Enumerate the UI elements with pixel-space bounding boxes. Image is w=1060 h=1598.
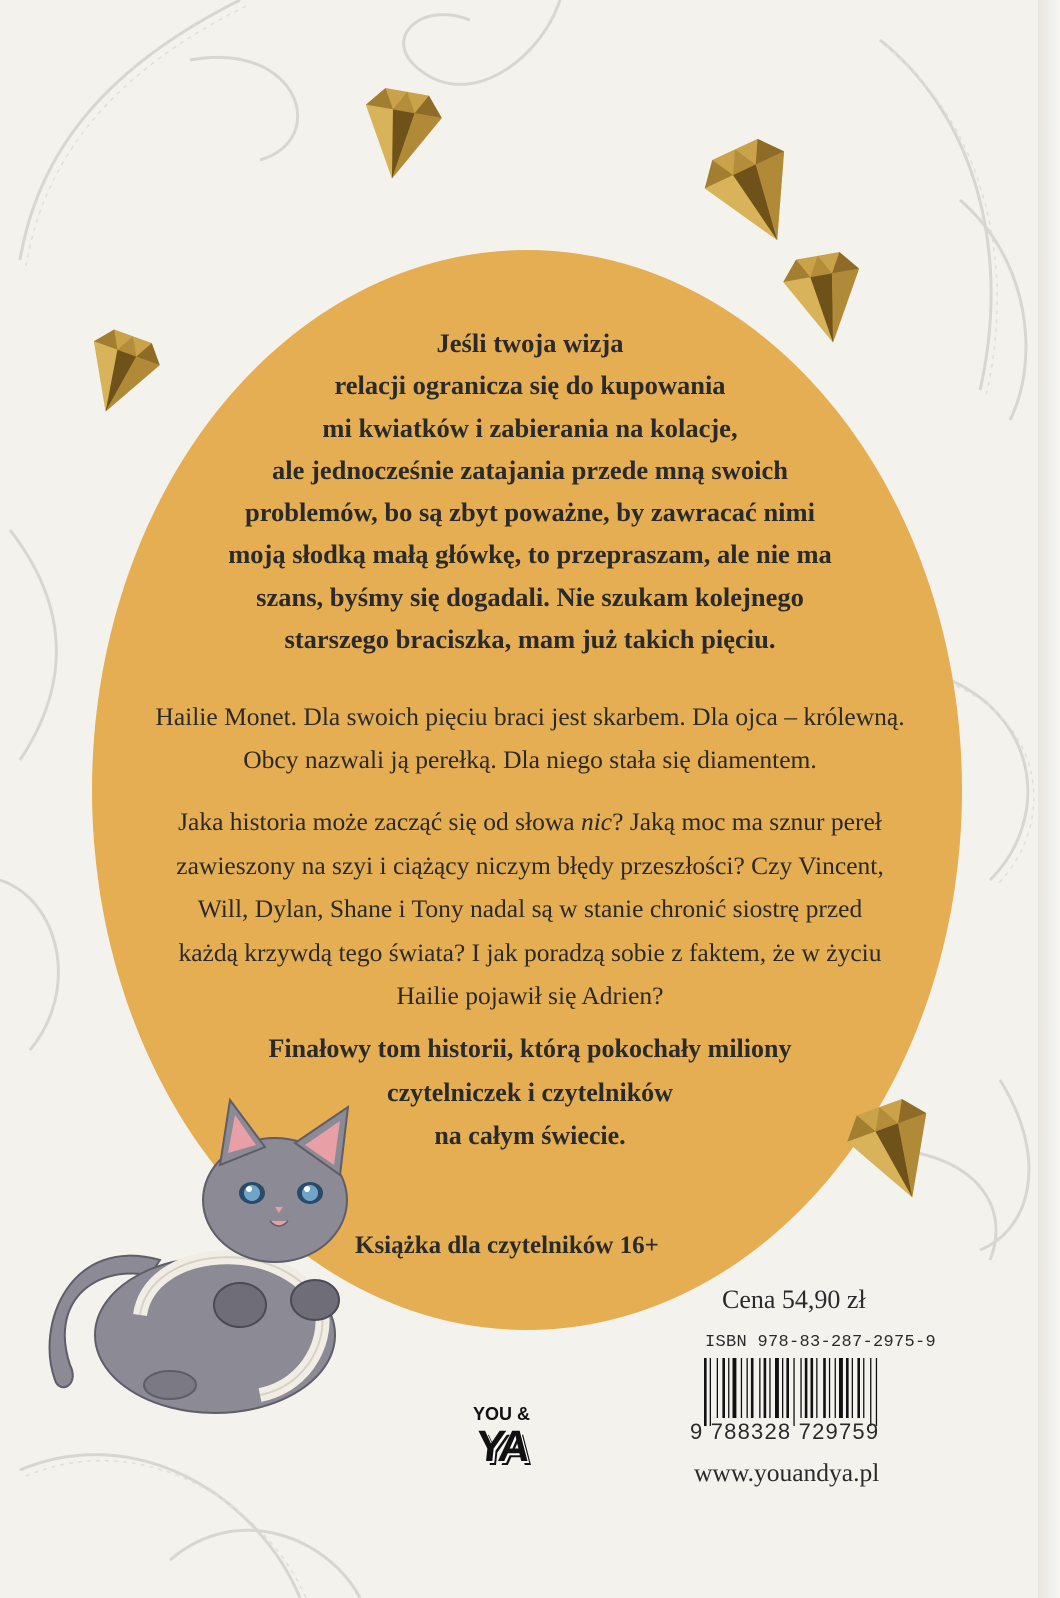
barcode-bar (717, 1358, 718, 1418)
price-label: Cena 54,90 zł (722, 1285, 866, 1314)
page-edge (1038, 0, 1060, 1598)
barcode-digits: 9 788328 729759 (690, 1419, 880, 1444)
quote-line: moją słodką małą główkę, to przepraszam, ale nie ma (228, 539, 832, 570)
quote-line: starszego braciszka, mam już takich pięciu. (284, 624, 776, 655)
barcode-bar (857, 1358, 860, 1418)
quote-line: problemów, bo są zbyt poważne, by zawracać nimi (245, 497, 815, 528)
age-rating: Książka dla czytelników 16+ (355, 1232, 659, 1259)
barcode-bar (863, 1358, 864, 1418)
barcode-bar (747, 1358, 748, 1418)
publisher-logo-line2: YA (473, 1422, 530, 1471)
barcode-bar (722, 1358, 725, 1418)
blurb-line: Hailie pojawił się Adrien? (396, 981, 664, 1010)
barcode-bar (805, 1358, 808, 1418)
blurb-text: ? Jaką moc ma sznur pereł (612, 807, 882, 836)
blurb-paragraph-1 (150, 695, 910, 781)
blurb-italic-word: nic (580, 807, 613, 836)
quote-line: relacji ogranicza się do kupowania (334, 370, 726, 401)
blurb-line: każdą krzywdą tego świata? I jak poradzą sobie z faktem, że w życiu (178, 937, 882, 967)
barcode-bar (710, 1358, 711, 1426)
diamond-gem-icon (690, 130, 820, 255)
barcode-bar (751, 1358, 754, 1418)
barcode-bar (764, 1358, 767, 1418)
cat-illustration (30, 1085, 390, 1415)
blurb-line: na całym świecie. (434, 1121, 626, 1150)
publisher-logo (466, 1404, 576, 1484)
barcode-bar (793, 1358, 794, 1426)
barcode (700, 1358, 940, 1428)
barcode-bar (728, 1358, 729, 1418)
blurb-paragraph-2 (150, 800, 910, 1018)
barcode-bar (775, 1358, 779, 1418)
blurb-line: Will, Dylan, Shane i Tony nadal są w stanie chronić siostrę przed (197, 894, 863, 923)
publisher-logo-line1: YOU & (473, 1404, 531, 1424)
barcode-bar (876, 1358, 877, 1426)
barcode-bar (704, 1358, 707, 1426)
blurb-line: czytelniczek i czytelników (387, 1077, 673, 1107)
barcode-bar (835, 1358, 836, 1418)
barcode-bar (782, 1358, 783, 1418)
blurb-line: zawieszony na szyi i ciążący niczym błędy przeszłości? Czy Vincent, (176, 850, 884, 880)
quote-line: szans, byśmy się dogadali. Nie szukam kolejnego (256, 581, 804, 612)
barcode-bar (839, 1358, 843, 1418)
barcode-bar (759, 1358, 760, 1418)
barcode-bar (733, 1358, 737, 1418)
quote-line: mi kwiatków i zabierania na kolacje, (322, 412, 738, 443)
barcode-bar (870, 1358, 871, 1426)
barcode-bar (816, 1358, 817, 1418)
blurb-line (150, 800, 910, 844)
barcode-bar (852, 1358, 853, 1418)
barcode-bar (811, 1358, 814, 1418)
isbn-label: ISBN 978-83-287-2975-9 (705, 1333, 937, 1352)
quote-line: ale jednocześnie zatajania przede mną swoich (272, 454, 788, 485)
barcode-bar (800, 1358, 801, 1418)
back-cover-quote (150, 322, 910, 660)
barcode-bar (741, 1358, 742, 1418)
barcode-bar (829, 1358, 830, 1418)
blurb-line: Obcy nazwali ją perełką. Dla niego stała się diamentem. (243, 745, 817, 774)
barcode-bar (846, 1358, 849, 1418)
blurb-line: Hailie Monet. Dla swoich pięciu braci jest skarbem. Dla ojca – królewną. (155, 702, 905, 731)
barcode-bar (769, 1358, 770, 1418)
quote-line: Jeśli twoja wizja (436, 328, 624, 358)
diamond-gem-icon (345, 78, 455, 188)
blurb-text: Jaka historia może zacząć się od słowa (178, 807, 581, 836)
barcode-bar (786, 1358, 789, 1418)
blurb-line: Finałowy tom historii, którą pokochały miliony (268, 1034, 792, 1063)
publisher-website: www.youandya.pl (694, 1458, 880, 1487)
barcode-bar (823, 1358, 826, 1418)
